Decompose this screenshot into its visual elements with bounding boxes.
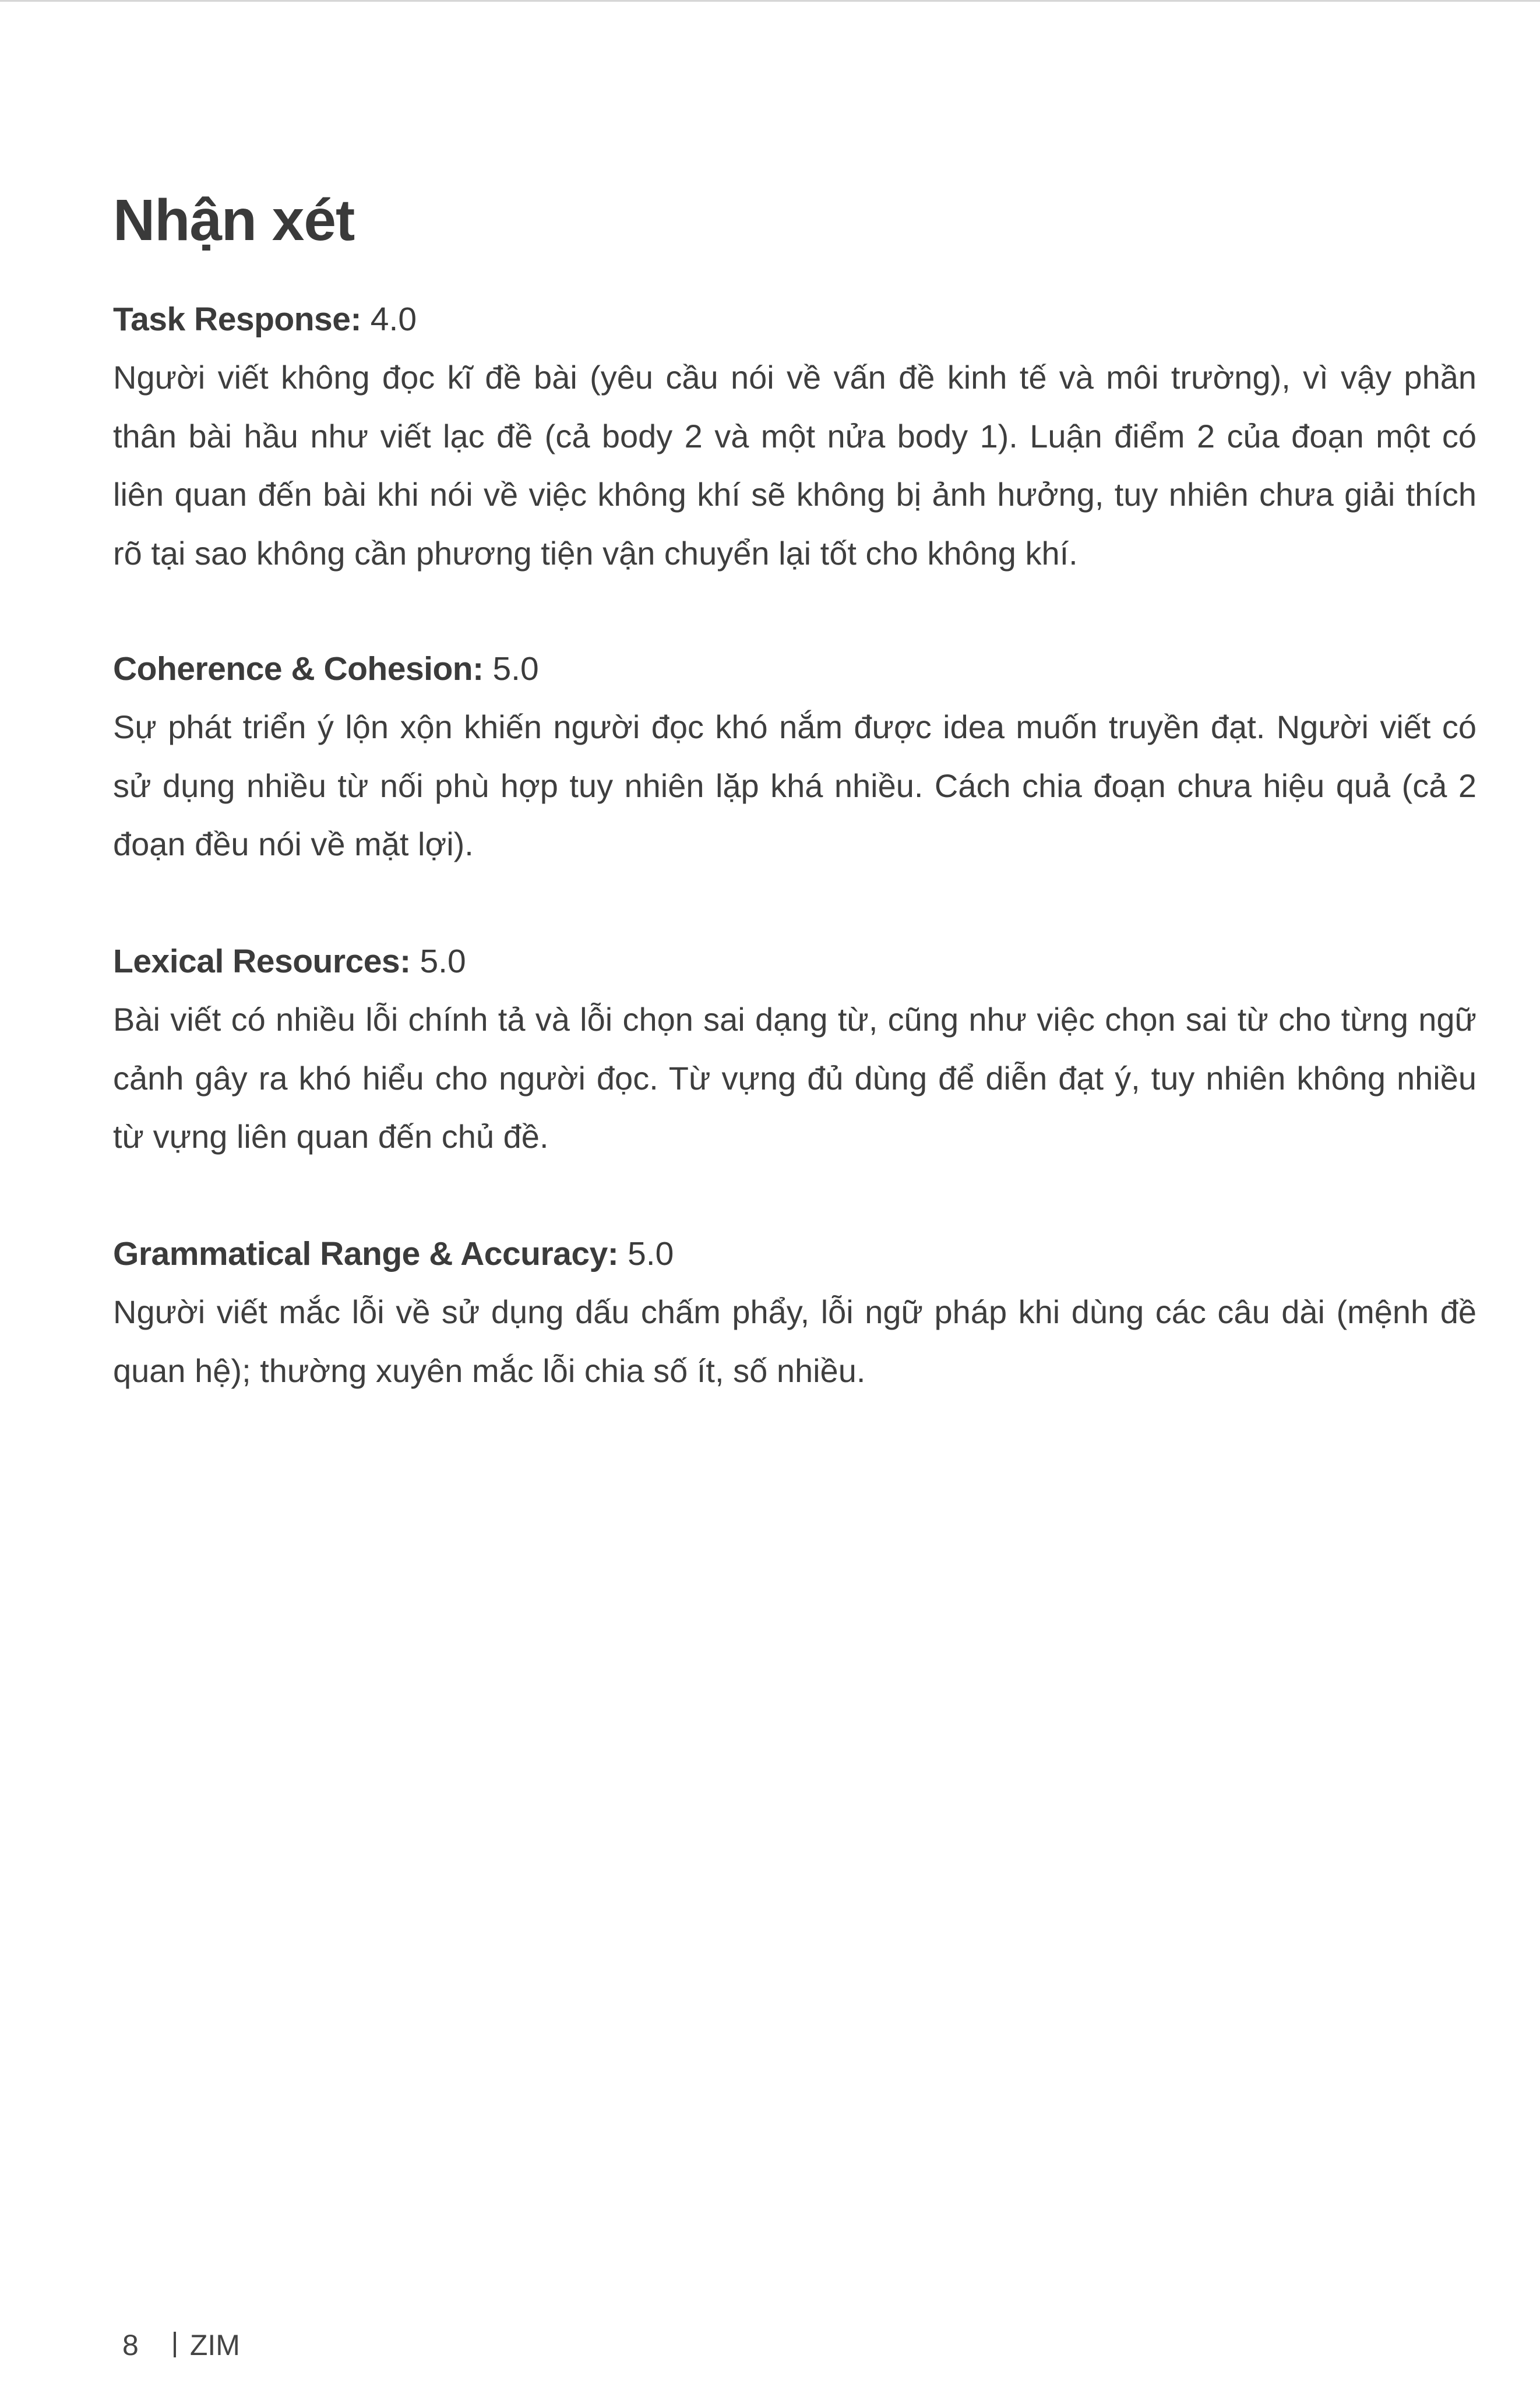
- section-task-response: [113, 290, 1476, 583]
- criterion-score: 5.0: [492, 650, 539, 688]
- criterion-label: Coherence & Cohesion:: [113, 650, 484, 688]
- criterion-label: Lexical Resources:: [113, 943, 411, 980]
- top-rule: [0, 0, 1540, 2]
- criterion-comment: Bài viết có nhiều lỗi chính tả và lỗi chọn sai dạng từ, cũng như việc chọn sai từ cho từng ngữ cảnh gây ra khó hiểu cho người đọc. Từ vựng đủ dùng để diễn đạt ý, tuy nhiên không nhiều từ vựng liên quan đến chủ đề.: [113, 1001, 1476, 1155]
- section-heading: [113, 1225, 1476, 1283]
- section-lexical-resources: [113, 932, 1476, 1166]
- criterion-comment: Sự phát triển ý lộn xộn khiến người đọc khó nắm được idea muốn truyền đạt. Người viết có sử dụng nhiều từ nối phù hợp tuy nhiên lặp khá nhiều. Cách chia đoạn chưa hiệu quả (cả 2 đoạn đều nói về mặt lợi).: [113, 708, 1476, 862]
- section-heading: [113, 290, 1476, 348]
- criterion-score: 5.0: [628, 1235, 674, 1272]
- section-heading: [113, 932, 1476, 990]
- section-heading: [113, 640, 1476, 698]
- criterion-score: 4.0: [370, 301, 417, 338]
- page-content: [113, 185, 1476, 1389]
- criterion-label: Grammatical Range & Accuracy:: [113, 1235, 619, 1272]
- footer-separator: [174, 2332, 176, 2357]
- criterion-comment: Người viết không đọc kĩ đề bài (yêu cầu nói về vấn đề kinh tế và môi trường), vì vậy phần thân bài hầu như viết lạc đề (cả body 2 và một nửa body 1). Luận điểm 2 của đoạn một có liên quan đến bài khi nói về việc không khí sẽ không bị ảnh hưởng, tuy nhiên chưa giải thích rõ tại sao không cần phương tiện vận chuyển lại tốt cho không khí.: [113, 359, 1476, 572]
- criterion-comment: Người viết mắc lỗi về sử dụng dấu chấm phẩy, lỗi ngữ pháp khi dùng các câu dài (mệnh đề quan hệ); thường xuyên mắc lỗi chia số ít, số nhiều.: [113, 1293, 1476, 1389]
- criterion-score: 5.0: [420, 943, 466, 980]
- section-coherence-cohesion: [113, 640, 1476, 874]
- criterion-label: Task Response:: [113, 301, 361, 338]
- page-number: 8: [122, 2329, 139, 2361]
- page-footer: [122, 2325, 240, 2366]
- footer-brand: ZIM: [189, 2329, 240, 2361]
- section-grammatical-range-accuracy: [113, 1225, 1476, 1400]
- page-title: Nhận xét: [113, 188, 355, 253]
